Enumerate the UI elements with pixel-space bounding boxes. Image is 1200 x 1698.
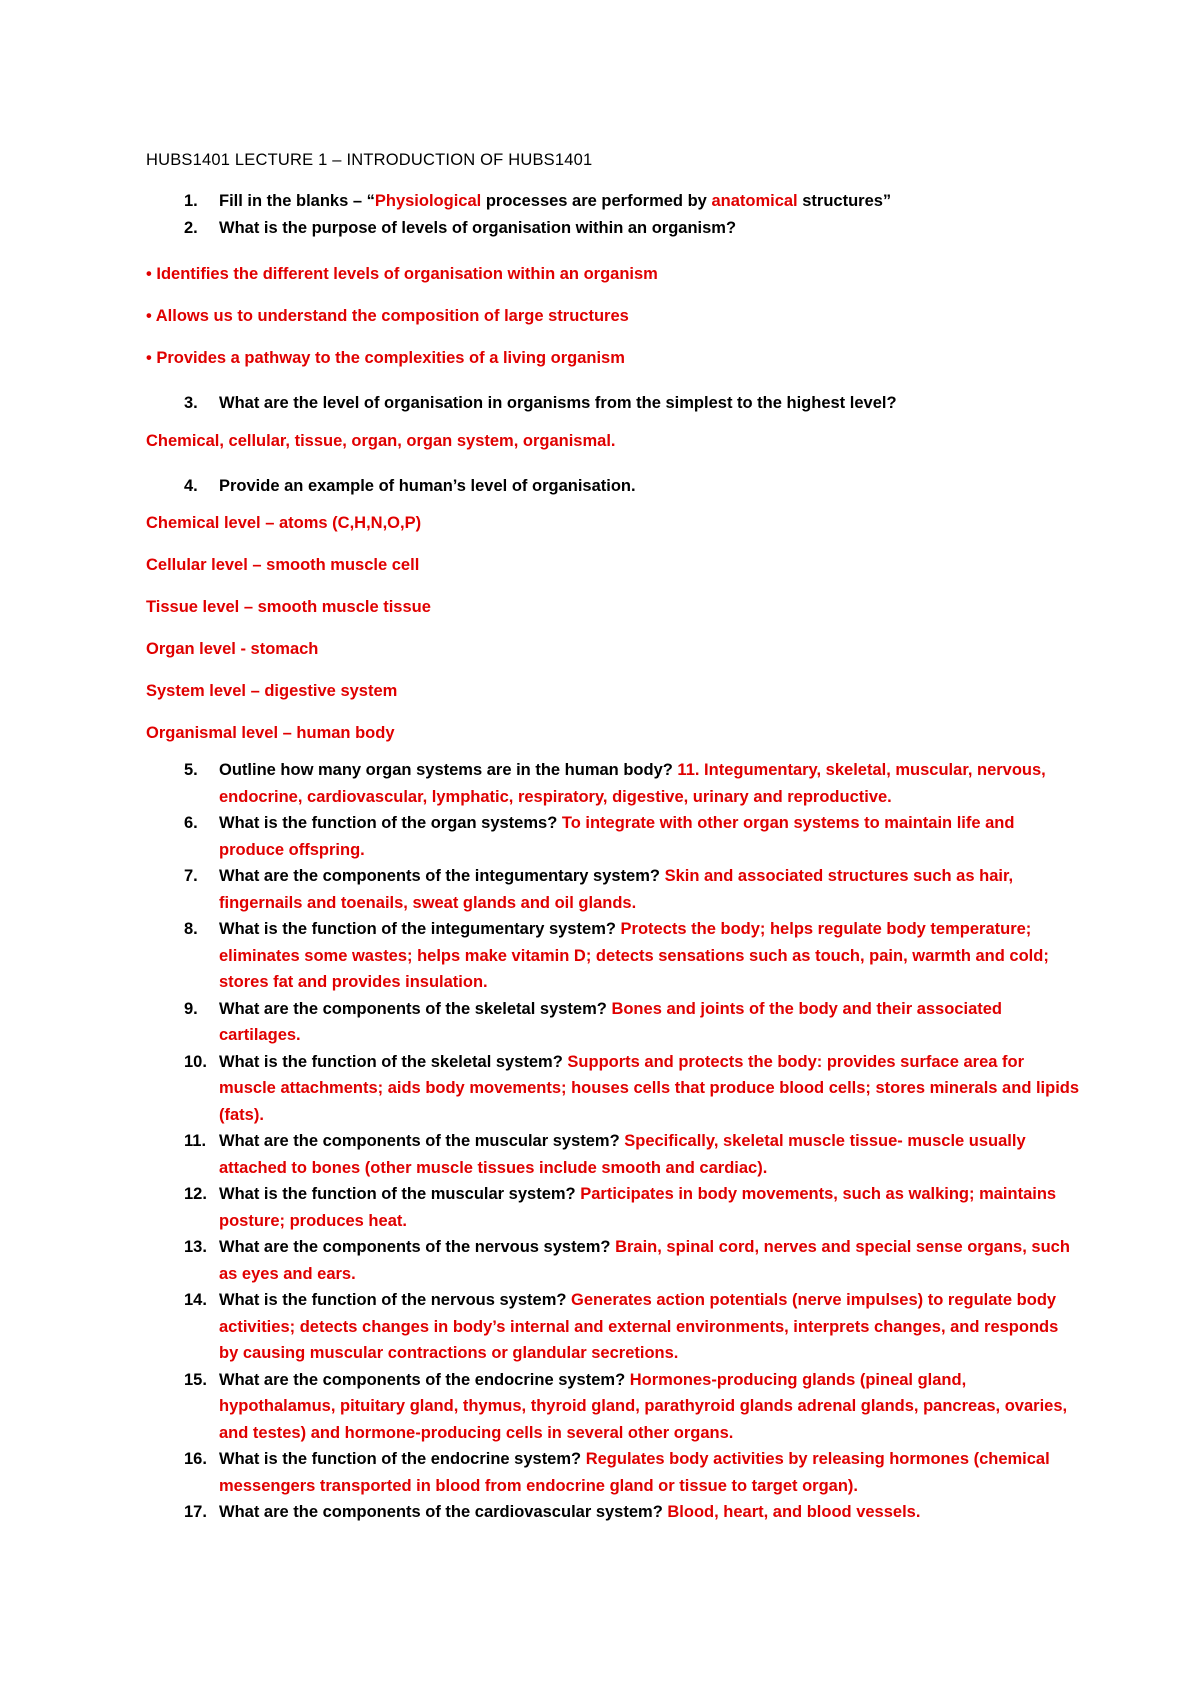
question-number: 7.	[184, 867, 198, 885]
question-item	[146, 1234, 1080, 1287]
answer-text: Chemical, cellular, tissue, organ, organ system, organismal.	[146, 431, 616, 450]
question-text: What is the function of the nervous system?	[219, 1291, 572, 1309]
bullet-answer: • Allows us to understand the composition of large structures	[146, 307, 629, 325]
question-text: What are the components of the nervous system?	[219, 1238, 616, 1256]
answer-text: Skin and associated structures such as hair, fingernails and toenails, sweat glands and oil glands.	[219, 867, 1014, 912]
question-number: 13.	[184, 1238, 207, 1256]
question-text: What is the function of the organ systems?	[219, 814, 562, 832]
answer-text: Specifically, skeletal muscle tissue- muscle usually attached to bones (other muscle tissues include smooth and cardiac).	[219, 1132, 1026, 1177]
question-item	[146, 1499, 1080, 1526]
question-item	[146, 1181, 1080, 1234]
question-number: 5.	[184, 761, 198, 779]
bullet-answer: • Provides a pathway to the complexities of a living organism	[146, 349, 625, 367]
question-number: 11.	[184, 1132, 207, 1150]
question-item	[146, 473, 1080, 500]
question-list-2	[146, 390, 1080, 417]
question-text: What is the purpose of levels of organisation within an organism?	[219, 218, 737, 237]
question-item	[146, 757, 1080, 810]
question-item	[146, 215, 1080, 242]
question-text: What is the function of the muscular system?	[219, 1185, 581, 1203]
bullet-answers	[146, 264, 1080, 368]
answer-text: Protects the body; helps regulate body temperature; eliminates some wastes; helps make vitamin D; detects sensations such as touch, pain, warmth and cold; stores fat and provides insulation.	[219, 920, 1049, 991]
question-item	[146, 188, 1080, 215]
answer-text: Blood, heart, and blood vessels.	[667, 1503, 921, 1521]
question-text: What are the components of the muscular system?	[219, 1132, 625, 1150]
question-list-3	[146, 473, 1080, 500]
question-item	[146, 996, 1080, 1049]
question-item	[146, 810, 1080, 863]
question-number: 2.	[184, 218, 198, 237]
question-number: 1.	[184, 192, 198, 210]
answer-text: Participates in body movements, such as walking; maintains posture; produces heat.	[219, 1185, 1057, 1230]
question-item	[146, 390, 1080, 417]
question-number: 9.	[184, 999, 198, 1018]
question-text: What is the function of the endocrine system?	[219, 1450, 586, 1468]
answer-text: anatomical	[711, 192, 798, 210]
level-example: System level – digestive system	[146, 682, 398, 700]
question-number: 14.	[184, 1291, 207, 1309]
question-item	[146, 1287, 1080, 1367]
question-text: What are the components of the integumentary system?	[219, 867, 665, 885]
question-item	[146, 863, 1080, 916]
question-list-4	[146, 757, 1080, 1526]
question-text: structures”	[797, 192, 892, 210]
answer-text: Regulates body activities by releasing hormones (chemical messengers transported in blood from endocrine gland or tissue to target organ).	[219, 1450, 1050, 1495]
level-examples	[146, 513, 1080, 743]
question-text: What are the components of the cardiovascular system?	[219, 1503, 668, 1521]
question-number: 3.	[184, 394, 198, 412]
level-answer	[146, 431, 1080, 451]
question-number: 8.	[184, 920, 198, 938]
level-example: Chemical level – atoms (C,H,N,O,P)	[146, 514, 422, 532]
question-item	[146, 916, 1080, 996]
question-text: What is the function of the integumentary system?	[219, 920, 621, 938]
answer-text: Generates action potentials (nerve impulses) to regulate body activities; detects changes in body’s internal and external environments, interprets changes, and responds by causing muscular contractions or glandular secretions.	[219, 1291, 1059, 1362]
question-item	[146, 1446, 1080, 1499]
question-item	[146, 1367, 1080, 1447]
question-text: What are the level of organisation in organisms from the simplest to the highest level?	[219, 394, 897, 412]
bullet-answer: • Identifies the different levels of organisation within an organism	[146, 265, 658, 283]
answer-text: Hormones-producing glands (pineal gland, hypothalamus, pituitary gland, thymus, thyroid gland, parathyroid glands adrenal glands, pancreas, ovaries, and testes) and hormone-producing cells in several other organs.	[219, 1370, 1068, 1442]
level-example: Tissue level – smooth muscle tissue	[146, 598, 431, 616]
answer-text: To integrate with other organ systems to maintain life and produce offspring.	[219, 814, 1015, 859]
question-item	[146, 1049, 1080, 1129]
question-number: 15.	[184, 1370, 207, 1389]
level-example: Cellular level – smooth muscle cell	[146, 556, 420, 574]
question-number: 4.	[184, 476, 198, 495]
level-example: Organismal level – human body	[146, 724, 395, 742]
answer-text: Bones and joints of the body and their associated cartilages.	[219, 999, 1002, 1044]
question-number: 10.	[184, 1052, 207, 1071]
answer-text: Brain, spinal cord, nerves and special sense organs, such as eyes and ears.	[219, 1238, 1070, 1283]
question-number: 6.	[184, 814, 198, 832]
answer-text: Supports and protects the body: provides surface area for muscle attachments; aids body movements; houses cells that produce blood cells; stores minerals and lipids (fats).	[219, 1052, 1080, 1124]
question-number: 12.	[184, 1185, 207, 1203]
question-text: Fill in the blanks – “	[219, 192, 375, 210]
question-text: Provide an example of human’s level of organisation.	[219, 476, 636, 495]
question-text: What are the components of the skeletal system?	[219, 999, 612, 1018]
question-text: Outline how many organ systems are in the human body?	[219, 761, 678, 779]
question-text: What is the function of the skeletal system?	[219, 1052, 568, 1071]
page-title: HUBS1401 LECTURE 1 – INTRODUCTION OF HUBS1401	[146, 151, 593, 169]
answer-text: 11. Integumentary, skeletal, muscular, nervous, endocrine, cardiovascular, lymphatic, respiratory, digestive, urinary and reproductive.	[219, 761, 1046, 806]
question-text: What are the components of the endocrine system?	[219, 1370, 630, 1389]
question-list-1	[146, 188, 1080, 241]
question-number: 16.	[184, 1450, 207, 1468]
answer-text: Physiological	[374, 192, 482, 210]
question-number: 17.	[184, 1503, 207, 1521]
question-item	[146, 1128, 1080, 1181]
level-example: Organ level - stomach	[146, 640, 319, 658]
question-text: processes are performed by	[481, 192, 712, 210]
